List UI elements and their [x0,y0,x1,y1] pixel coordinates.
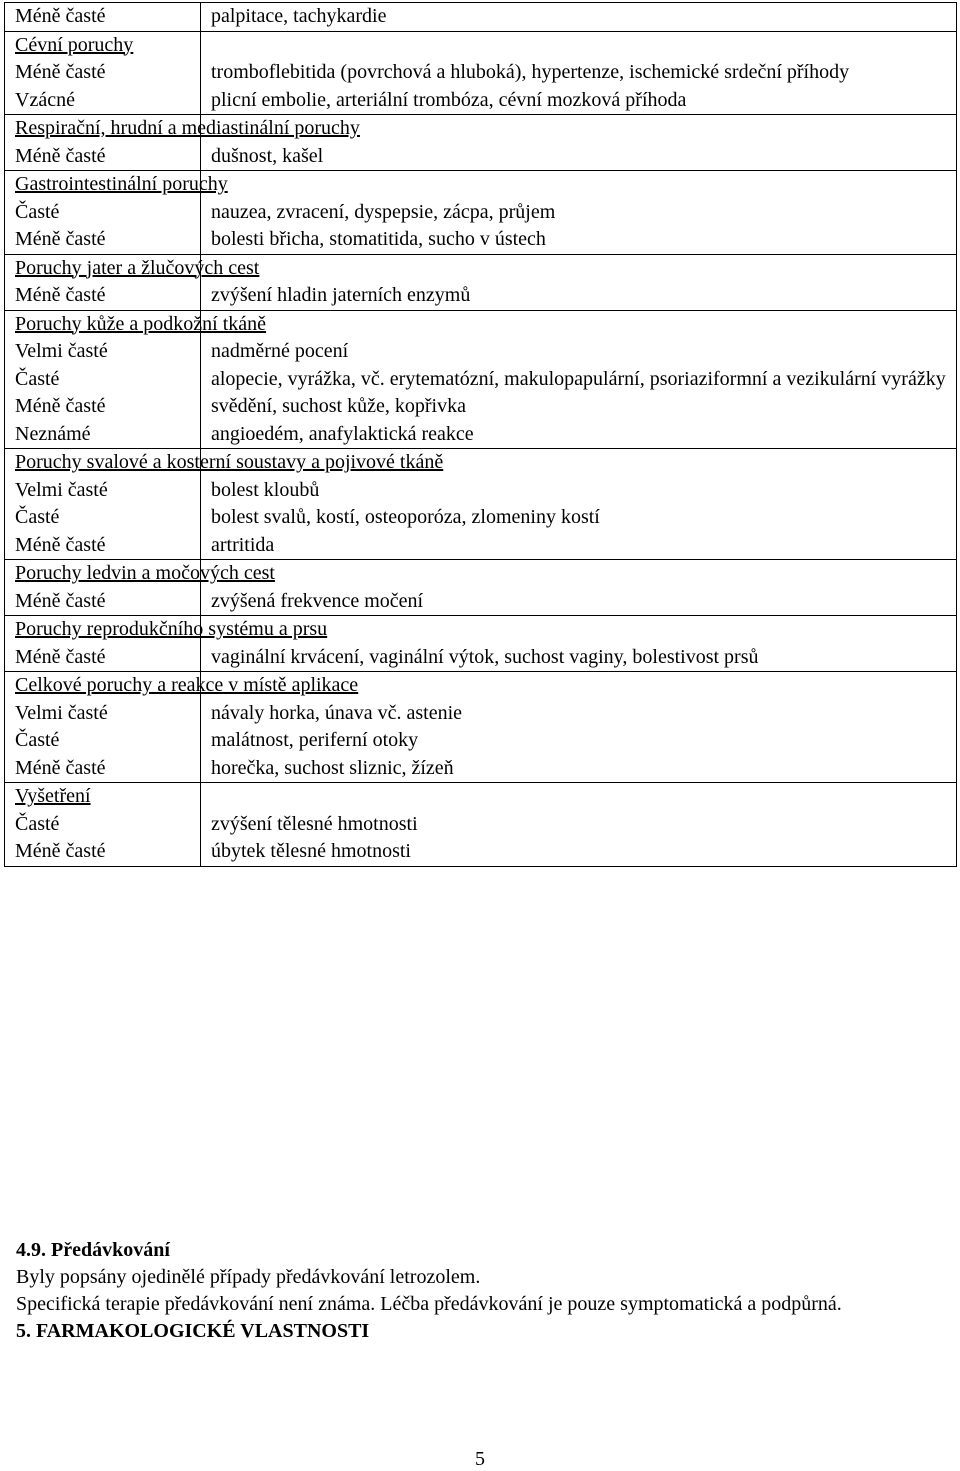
frequency-label: Méně časté [15,533,106,556]
table-row [5,3,957,32]
adverse-effect-text: návaly horka, únava vč. astenie [211,701,463,724]
adverse-effect-text: vaginální krvácení, vaginální výtok, suchost vaginy, bolestivost prsů [211,645,759,668]
frequency-cell [5,783,201,867]
adverse-effect-text: alopecie, vyrážka, vč. erytematózní, makulopapulární, psoriaziformní a vezikulární vyrážky [211,367,946,390]
page-number: 5 [475,1448,485,1470]
adverse-effect-text: bolesti břicha, stomatitida, sucho v ústech [211,228,546,250]
section-heading-pharmacology: 5. FARMAKOLOGICKÉ VLASTNOSTI [16,1320,370,1342]
adverse-effect-text: zvýšená frekvence močení [211,589,424,612]
adverse-effect-text: bolest kloubů [211,478,320,501]
frequency-label: Méně časté [15,645,106,668]
frequency-label: Vzácné [15,88,75,111]
adverse-effect-text: bolest svalů, kostí, osteoporóza, zlomeniny kostí [211,506,600,528]
section-title: Poruchy svalové a kosterní soustavy a pojivové tkáně [15,451,444,473]
frequency-cell [5,310,267,449]
adverse-effect-text: dušnost, kašel [211,144,324,167]
section-title: Cévní poruchy [15,33,134,56]
adverse-effect-text: malátnost, periferní otoky [211,729,419,751]
section-title: Vyšetření [15,785,91,807]
adverse-effect-text: nadměrné pocení [211,340,349,362]
adverse-effect-text: tromboflebitida (povrchová a hluboká), hypertenze, ischemické srdeční příhody [211,61,850,83]
section-title: Celkové poruchy a reakce v místě aplikace [15,674,359,696]
frequency-label: Méně časté [15,228,106,250]
table-row [5,560,957,616]
section-title: Respirační, hrudní a mediastinální poruchy [15,117,360,139]
table-row [5,449,957,560]
frequency-label: Méně časté [15,756,106,779]
table-row [5,616,957,672]
frequency-label: Méně časté [15,284,106,306]
frequency-label: Časté [15,812,60,835]
adverse-effect-text: plicní embolie, arteriální trombóza, cévní mozková příhoda [211,88,687,111]
frequency-cell [5,254,260,310]
frequency-cell: Méně časté [5,3,201,32]
adverse-effect-text: úbytek tělesné hmotnosti [211,840,411,862]
frequency-label: Méně časté [15,395,106,417]
frequency-label: Neznámé [15,422,91,445]
table-row [5,171,957,255]
table-row [5,254,957,310]
overdose-paragraph-2: Specifická terapie předávkování není známa. Léčba předávkování je pouze symptomatická a podpůrná. [16,1293,842,1315]
frequency-cell [5,171,228,255]
frequency-label: Velmi časté [15,701,108,724]
overdose-section [16,1237,946,1345]
adverse-effect-text: angioedém, anafylaktická reakce [211,422,474,445]
frequency-cell [5,560,275,616]
frequency-label: Časté [15,729,60,751]
adverse-effects-table [4,2,957,867]
overdose-paragraph-1: Byly popsány ojedinělé případy předávkování letrozolem. [16,1266,481,1288]
frequency-label: Méně časté [15,840,106,862]
frequency-label: Velmi časté [15,340,108,362]
adverse-effect-text: artritida [211,533,275,556]
adverse-effect-text: zvýšení tělesné hmotnosti [211,812,418,835]
table-row [5,115,957,171]
frequency-cell [5,616,328,672]
table-row [5,783,957,867]
frequency-cell [5,31,201,115]
frequency-label: Časté [15,506,60,528]
section-title: Poruchy reprodukčního systému a prsu [15,618,328,640]
section-title: Gastrointestinální poruchy [15,173,228,195]
section-title: Poruchy kůže a podkožní tkáně [15,312,267,335]
adverse-effect-text: horečka, suchost sliznic, žízeň [211,756,454,779]
frequency-label: Velmi časté [15,478,108,501]
frequency-label: Méně časté [15,589,106,612]
adverse-effect-text: svědění, suchost kůže, kopřivka [211,395,466,417]
section-title: Poruchy ledvin a močových cest [15,562,275,584]
frequency-label: Méně časté [15,61,106,83]
section-heading-overdose: 4.9. Předávkování [16,1239,170,1261]
adverse-effect-text: nauzea, zvracení, dyspepsie, zácpa, průjem [211,200,556,223]
adverse-effect-text: zvýšení hladin jaterních enzymů [211,284,471,306]
frequency-label: Méně časté [15,144,106,167]
table-row [5,672,957,783]
table-row [5,31,957,115]
table-row [5,310,957,449]
section-title: Poruchy jater a žlučových cest [15,256,260,279]
frequency-label: Časté [15,200,60,223]
frequency-label: Časté [15,367,60,390]
effects-cell: palpitace, tachykardie [201,3,957,32]
